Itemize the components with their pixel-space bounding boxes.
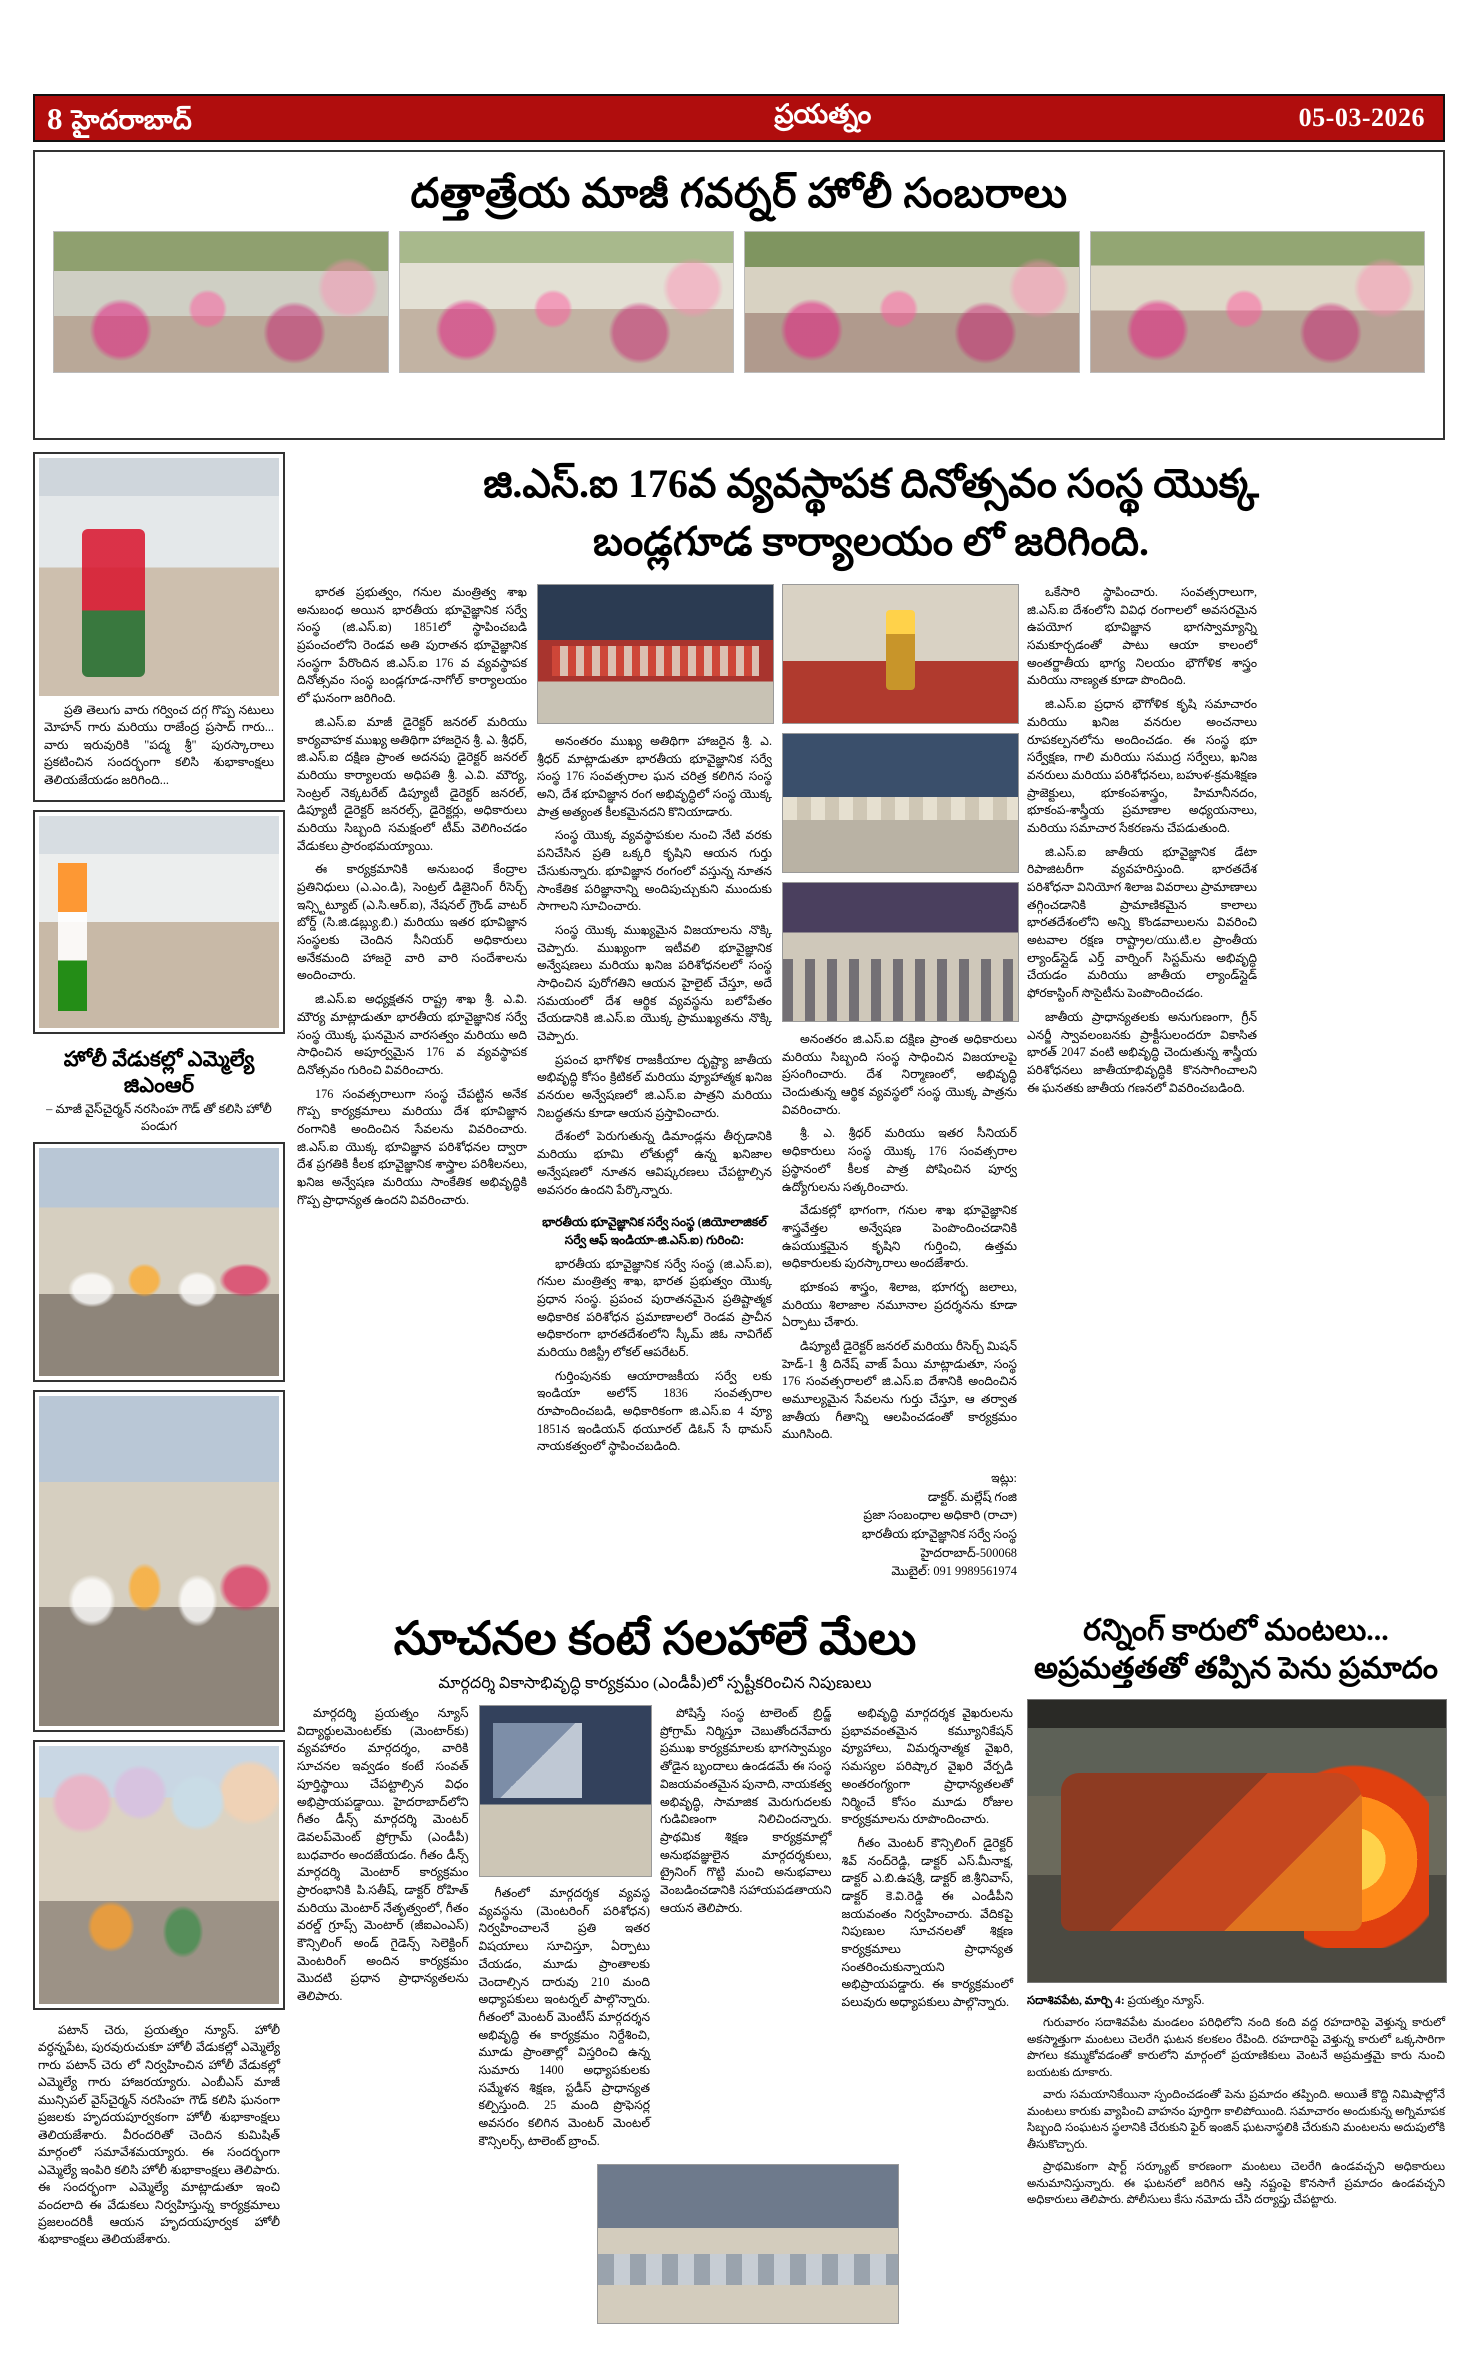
signature-salutation: ఇట్లు: bbox=[991, 1471, 1017, 1486]
car-fire-article bbox=[1027, 1612, 1445, 2214]
gsi-c3-p5: డిప్యూటీ డైరెక్టర్ జనరల్ మరియు రీసెర్చ్ మిషన్ హెడ్-1 శ్రీ దినేష్ వాజ్ పేయి మాట్లాడుతూ, సంస్థ 176 సంవత్సరాలలో జి.ఎస్.ఐ దేశానికి అందించిన అమూల్యమైన సేవలను గుర్తు చేస్తూ, ఆ తర్వాత జాతీయ గీతాన్ని ఆలపించడంతో కార్యక్రమం ముగిసింది. bbox=[782, 1339, 1017, 1442]
bouquet-photo-frame bbox=[33, 452, 285, 802]
mdp-headline: సూచనల కంటే సలహాలే మేలు bbox=[393, 1613, 917, 1664]
holi-photo-2 bbox=[399, 231, 735, 373]
car-fire-dateline: సదాశివపేట, మార్చి 4: bbox=[1027, 1994, 1125, 2007]
gsi-about-block bbox=[537, 1214, 772, 1462]
masthead bbox=[33, 94, 1445, 142]
gsi-headline-line2: బండ్లగూడ కార్యాలయం లో జరిగింది. bbox=[592, 519, 1150, 564]
car-fire-p1: గురువారం సదాశివపేట మండలం పరిధిలోని నంది కంది వద్ద రహదారిపై వెళ్తున్న కారులో అకస్మాత్తుగా మంటలు చెలరేగి ఘటన కలకలం రేపింది. రహదారిపై వెళ్తున్న కారులో ఒక్కసారిగా పొగలు కమ్ముకోవడంతో కారులోని మార్గంలో ప్రయాణికులు వెంటనే అప్రమత్తమై కారు నుంచి బయటకు దూకారు. bbox=[1027, 2016, 1445, 2079]
page-number: 8 bbox=[47, 100, 63, 136]
mdp-column-2 bbox=[479, 1705, 651, 2156]
gsi-c3-p2: శ్రీ. ఎ. శ్రీధర్ మరియు ఇతర సీనియర్ అధికారులు సంస్థ యొక్క 176 సంవత్సరాల ప్రస్థానంలో కీలక పాత్ర పోషించిన పూర్వ ఉద్యోగులను సత్కరించారు. bbox=[782, 1126, 1017, 1194]
felicitation-photo bbox=[39, 816, 279, 1028]
mdp-audience-photo-wrap bbox=[597, 2164, 897, 2324]
mdp-subtitle: మార్గదర్శి వికాసాభివృద్ధి కార్యక్రమం (ఎండీపీ)లో స్పష్టీకరించిన నిపుణులు bbox=[438, 1675, 872, 1693]
holi-photo-3 bbox=[744, 231, 1080, 373]
mdp-columns bbox=[297, 1705, 1013, 2156]
gsi-c1-p1: భారత ప్రభుత్వం, గనుల మంత్రిత్వ శాఖ అనుబంధ అయిన భారతీయ భూవైజ్ఞానిక సర్వే సంస్థ (జి.ఎస్.ఐ) 1851లో స్థాపించబడి ప్రపంచంలోని రెండవ అతి పురాతన భూవైజ్ఞానిక సంస్థగా పేరొందిన జి.ఎస్.ఐ 176 వ వ్యవస్థాపక దినోత్సవం సంస్థ బండ్లగూడ-నాగోల్ కార్యాలయం లో ఘనంగా జరిగింది. bbox=[297, 585, 527, 706]
gsi-c1-p2: జి.ఎస్.ఐ మాజీ డైరెక్టర్ జనరల్ మరియు కార్యవాహక ముఖ్య అతిథిగా హాజరైన శ్రీ. ఎ. శ్రీధర్, జి.ఎస్.ఐ దక్షిణ ప్రాంత అదనపు డైరెక్టర్ జనరల్ మరియు కార్యాలయ అధిపతి శ్రీ. ఎ.వి. మౌర్య, సెంట్రల్ నెక్కటరేట్ డిప్యూటీ డైరెక్టర్ జనరల్, డిప్యూటీ డైరెక్టర్ జనరల్స్, డైరెక్టర్లు, అధికారులు మరియు సిబ్బంది సమక్షంలో టీమ్ వెలిగించడం వేడుకలు ప్రారంభమయ్యాయి. bbox=[297, 714, 527, 853]
gsi-about-p1: భారతీయ భూవైజ్ఞానిక సర్వే సంస్థ (జి.ఎస్.ఐ), గనుల మంత్రిత్వ శాఖ, భారత ప్రభుత్వం యొక్క ప్రధాన సంస్థ. ప్రపంచ పురాతనమైన ప్రతిష్టాత్మక అధికారిక పరిశోధన ప్రమాణాలలో రెండవ ప్రాచీన అధికారంగా భారతదేశంలోని స్కీమ్ జిఓ నావిగేట్ మరియు రిజిస్ట్రీ లోకల్ ఆపరేటర్. bbox=[537, 1256, 772, 1359]
gsi-c2-p1: అనంతరం ముఖ్య అతిథిగా హాజరైన శ్రీ. ఎ. శ్రీధర్ మాట్లాడుతూ భారతీయ భూవైజ్ఞానిక సర్వే సంస్థ 176 సంవత్సరాల ఘన చరిత్ర కలిగిన సంస్థ అని, దేశ భూవిజ్ఞాన రంగ అభివృద్ధిలో సంస్థ యొక్క పాత్ర అత్యంత కీలకమైనదని కొనియాడారు. bbox=[537, 734, 772, 819]
signature-city-pin: హైదరాబాద్-500068 bbox=[920, 1545, 1017, 1560]
car-fire-headline-line2: అప్రమత్తతతో తప్పిన పెను ప్రమాదం bbox=[1034, 1651, 1438, 1685]
mdp-article bbox=[297, 1612, 1013, 2324]
signature-organization: భారతీయ భూవైజ్ఞానిక సర్వే సంస్థ bbox=[861, 1526, 1017, 1541]
gsi-about-p2: గుర్తింపునకు ఆయారాజకీయ సర్వే లకు ఇండియా అలోన్ 1836 సంవత్సరాల రూపాందించబడి, అధికారికంగా జి.ఎస్.ఐ 4 వ్యూ 1851న ఇండియన్ థయూరల్ డిఓన్ సే థామస్ నాయకత్వంలో స్థాపించబడింది. bbox=[537, 1368, 772, 1454]
gsi-photo-column-left bbox=[537, 584, 772, 1462]
mdp-speaker-photo bbox=[479, 1705, 653, 1877]
mdp-c4-p1: అభివృద్ధి మార్గదర్శక వైఖరులను ప్రభావవంతమైన కమ్యూనికేషన్ వ్యూహాలు, విమర్శనాత్మక వైఖరి, సమస్యల పరిష్కార వైఖరి వేర్పడి అంతరంగ్యంగా ప్రాధాన్యతలతో నిర్మించే కోసం మూడు రోజుల కార్యక్రమాలను రూపొందించారు. bbox=[841, 1706, 1013, 1827]
left-rail bbox=[33, 452, 285, 2256]
gsi-c2-p3: సంస్థ యొక్క ముఖ్యమైన విజయాలను నొక్కి చెప్పారు. ముఖ్యంగా ఇటీవలి భూవైజ్ఞానిక అన్వేషణలు మరియు ఖనిజ పరిశోధనలలో సంస్థ సాధించిన పురోగతిని ఆయన హైలైట్ చేస్తూ, అదే సమయంలో దేశ ఆర్థిక వ్యవస్థను బలోపేతం చేయడానికి జి.ఎస్.ఐ యొక్క ప్రాముఖ్యతను నొక్కి చెప్పారు. bbox=[537, 922, 772, 1043]
felicitation-photo-frame bbox=[33, 810, 285, 1034]
publication-date: 05-03-2026 bbox=[1298, 103, 1425, 132]
gsi-c4-p2: జి.ఎస్.ఐ ప్రధాన భౌగోళిక కృషి సమాచారం మరియు ఖనిజ వనరుల అంచనాలు రూపకల్పనలోను అందించడం. ఈ సంస్థ భూ సర్వేక్షణ, గాలి మరియు సముద్ర సర్వేలు, ఖనిజ వనరులు మరియు పరిశోధనలు, బహుళ-క్రమశిక్షణ ప్రాజెక్టులు, భూకంపశాస్త్రం, హిమానీనదం, భూకంప-శాస్త్రీయ ప్రమాణాల అధ్యయనాలు, మరియు సమాచార సేకరణను చేపడుతుంది. bbox=[1027, 697, 1257, 835]
mdp-c4-p2: గీతం మెంటర్ కౌన్సిలింగ్ డైరెక్టర్ శివ్ నంద్‌రెడ్డి, డాక్టర్ ఎస్.మీనాక్ష, డాక్టర్ ఎ.బి.ఉషశ్రీ, డాక్టర్ జి.శ్రీనివాస్, డాక్టర్ కె.వి.రెడ్డి ఈ ఎండీపీని జయవంతం నిర్వహించారు. వేదికపై నిపుణుల సూచనలతో శిక్షణ కార్యక్రమాలు ప్రాధాన్యత సంతరించుకున్నాయని అభిప్రాయపడ్డారు. ఈ కార్యక్రమంలో పలువురు అధ్యాపకులు పాల్గొన్నారు. bbox=[841, 1835, 1013, 2010]
burning-car-photo bbox=[1027, 1699, 1447, 1983]
car-fire-body bbox=[1027, 1993, 1445, 2208]
holi-photo-1 bbox=[53, 231, 389, 373]
gsi-column-3 bbox=[782, 1031, 1017, 1450]
holi-mla-subtitle: – మాజీ వైస్‌చైర్మన్ నరసింహ గౌడ్ తో కలిసి హోలీ పండుగ bbox=[46, 1102, 272, 1133]
holi-street-photo bbox=[39, 1148, 279, 1376]
mdp-column-3 bbox=[660, 1705, 832, 2156]
gsi-body bbox=[297, 584, 1445, 1581]
gsi-c4-p3: జి.ఎస్.ఐ జాతీయ భూవైజ్ఞానిక డేటా రిపాజిటరీగా వ్యవహరిస్తుంది. భారతదేశ పరిశోధనా వినియోగ శిలాజ వివరాలు ప్రామాణాలు తగ్గించడానికి ప్రామాణికమైన కాలాలు భారతదేశంలోని అన్ని కొండవాలులను వివరించి అటవాల రక్షణ రాష్ట్రాల/యు.టి.ల ప్రాంతీయ ల్యాండ్‌స్లైడ్ ఎర్త్ వార్నింగ్ సిస్టమ్‌ను అభివృద్ధి చేయడం మరియు జాతీయ ల్యాండ్‌స్లైడ్ ఫోరకాస్టింగ్ సొసైటీను పెంపొందించడం. bbox=[1027, 844, 1257, 1001]
signature-name: డాక్టర్. మల్లేష్ గంజి bbox=[927, 1489, 1017, 1504]
holi-group-photo-frame bbox=[33, 1390, 285, 1732]
holi-feature-box bbox=[33, 150, 1445, 440]
gsi-c4-p1: ఒకేసారి స్థాపించారు. సంవత్సరాలుగా, జి.ఎస్.ఐ దేశంలోని వివిధ రంగాలలో అవసరమైన ఉపయోగ భూవిజ్ఞాన భాగస్వామ్యాన్ని సమకూర్చడంతో పాటు ఆయా కాలంలో అంతర్జాతీయ భాగ్య నిలయం భౌగోళిక శాస్త్రం మరియు నాణ్యత కూడా పొందింది. bbox=[1027, 585, 1257, 688]
paper-name: ప్రయత్నం bbox=[774, 99, 872, 129]
mdp-column-4 bbox=[842, 1705, 1014, 2156]
holi-photo-strip bbox=[35, 219, 1443, 373]
mdp-c3-p1: పోషిస్తే సంస్థ టాలెంట్ బ్రిడ్జ్ ప్రోగ్రామ్ నిర్మిస్తూ చెబుతోందనేవారు ప్రముఖ కార్యక్రమాలకు భాగస్వామ్యం తోడైన బృందాలు ఉండడమే ఈ సంస్థ విజయవంతమైన పునాది, నాయకత్వ అభివృద్ధి, సామాజిక మెరుగుదలకు గుడివిణంగా నిలిచిందన్నారు. ప్రాథమిక శిక్షణ కార్యక్రమాల్లో అనుభవజ్ఞులైన మార్గదర్శకులు, ట్రైనింగ్ గొట్టి మంచి అనుభవాలు వెంబడించడానికి సహాయపడతాయని ఆయన తెలిపారు. bbox=[660, 1706, 832, 1915]
gsi-about-heading: భారతీయ భూవైజ్ఞానిక సర్వే సంస్థ (జియోలాజికల్ సర్వే ఆఫ్ ఇండియా-జి.ఎస్.ఐ) గురించి: bbox=[542, 1215, 767, 1247]
gsi-stage-photo bbox=[537, 584, 774, 724]
gsi-c1-p3: ఈ కార్యక్రమానికి అనుబంధ కేంద్రాల ప్రతినిధులు (ఎ.ఎం.డి), సెంట్రల్ డిజైనింగ్ రీసెర్చ్ ఇన్స్టిట్యూట్ (ఎ.సి.ఆర్.ఐ), నేషనల్ గ్రౌండ్ వాటర్ బోర్డ్ (సి.జి.డబ్ల్యు.బి.) మరియు ఇతర భూవిజ్ఞాన సంస్థలకు చెందిన సీనియర్ అధికారులు అనేకమంది హాజరై వారి వారి సందేశాలను అందించారు. bbox=[297, 862, 527, 983]
gsi-signature-block bbox=[782, 1469, 1017, 1581]
gsi-column-1 bbox=[297, 584, 527, 1215]
car-fire-p3: ప్రాథమికంగా షార్ట్ సర్క్యూట్ కారణంగా మంటలు చెలరేగి ఉండవచ్చని అధికారులు అనుమానిస్తున్నారు. ఈ ఘటనలో జరిగిన ఆస్తి నష్టంపై కొనసాగే ప్రమాదం ఉండవచ్చని అధికారులు తెలిపారు. పోలీసులు కేసు నమోదు చేసి దర్యాప్తు చేపట్టారు. bbox=[1027, 2160, 1445, 2206]
gsi-c4-p4: జాతీయ ప్రాధాన్యతలకు అనుగుణంగా, గ్రీన్ ఎనర్జీ స్వావలంబనకు ప్రాక్టీసులందరూ వికాసిత భారత్ 2047 వంటి అభివృద్ధి చెందుతున్న శాస్త్రీయ పరిశోధనలు జాతీయాభివృద్ధికి కొనసాగించాలని ఈ ఘనతకు జాతీయ గణనలో వివరించబడింది. bbox=[1027, 1009, 1257, 1095]
car-fire-p2: వారు సమయానికేయినా స్పందించడంతో పెను ప్రమాదం తప్పింది. అయితే కొద్ది నిమిషాల్లోనే మంటలు కారుకు వ్యాపించి వాహనం పూర్తిగా కాలిపోయింది. సమాచారం అందుకున్న అగ్నిమాపక సిబ్బంది సంఘటన స్థలానికి చేరుకుని ఫైర్ ఇంజిన్ ఘటనాస్థలికి చేరుకుని మంటలను అదుపులోకి తీసుకొచ్చారు. bbox=[1027, 2088, 1445, 2151]
umbrella-festival-photo bbox=[39, 1746, 279, 2004]
gsi-c1-p4: జి.ఎస్.ఐ అధ్యక్షతన రాష్ట్ర శాఖ శ్రీ. ఎ.వి. మౌర్య మాట్లాడుతూ భారతీయ భూవైజ్ఞానిక సర్వే సంస్థ యొక్క ఘనమైన వారసత్వం మరియు అది సాధించిన అపూర్వమైన 176 వ వ్యవస్థాపక దినోత్సవం గురించి వివరించారు. bbox=[297, 992, 527, 1077]
holi-headline: దత్తాత్రేయ మాజీ గవర్నర్ హోలీ సంబరాలు bbox=[410, 170, 1068, 216]
gsi-c2-p2: సంస్థ యొక్క వ్యవస్థాపకుల నుంచి నేటి వరకు పనిచేసిన ప్రతి ఒక్కరి కృషిని ఆయన గుర్తు చేసుకున్నారు. భూవిజ్ఞాన రంగంలో వస్తున్న నూతన సాంకేతిక పరిజ్ఞానాన్ని అందిపుచ్చుకుని ముందుకు సాగాలని సూచించారు. bbox=[537, 828, 772, 914]
umbrella-photo-frame bbox=[33, 1740, 285, 2010]
edition-city: హైదరాబాద్ bbox=[71, 104, 192, 135]
holi-group-photo bbox=[39, 1396, 279, 1726]
gsi-c3-p1: అనంతరం జి.ఎస్.ఐ దక్షిణ ప్రాంత అధికారులు మరియు సిబ్బంది సంస్థ సాధించిన విజయాలపై ప్రసంగించారు. దేశ నిర్మాణంలో, అభివృద్ధి చెందుతున్న ఆర్థిక వ్యవస్థలో సంస్థ యొక్క పాత్రను వివరించారు. bbox=[782, 1032, 1017, 1117]
gsi-column-2 bbox=[537, 733, 772, 1205]
bouquet-photo-caption: ప్రతి తెలుగు వారు గర్వించ దగ్గ గొప్ప నటులు మోహన్ గారు మరియు రాజేంద్ర ప్రసాద్ గారు... వారు ఇరువురికి "పద్మ శ్రీ" పురస్కారాలు ప్రకటించిన సందర్భంగా కలిసి శుభాకాంక్షలు తెలియజేయడం జరిగింది... bbox=[44, 703, 274, 787]
gsi-c2-p5: దేశంలో పెరుగుతున్న డిమాండ్లను తీర్చడానికి మరియు భూమి లోతుల్లో ఉన్న ఖనిజాల అన్వేషణలో నూతన ఆవిష్కరణలు చేపట్టాల్సిన అవసరం ఉందని పేర్కొన్నారు. bbox=[537, 1129, 772, 1197]
gsi-photo-column-right bbox=[782, 584, 1017, 1581]
gsi-c3-p4: భూకంప శాస్త్రం, శిలాజ, భూగర్భ జలాలు, మరియు శిలాజాల నమూనాల ప్రదర్శనను కూడా ఏర్పాటు చేశారు. bbox=[782, 1279, 1017, 1330]
holi-photo-4 bbox=[1090, 231, 1426, 373]
signature-designation: ప్రజా సంబంధాల అధికారి (రాచా) bbox=[863, 1508, 1017, 1523]
holi-street-photo-frame bbox=[33, 1142, 285, 1382]
gsi-c2-p4: ప్రపంచ భాగోళిక రాజకీయాల దృష్ట్యా జాతీయ అభివృద్ధి కోసం క్రిటికల్ మరియు వ్యూహాత్మక ఖనిజ వనరుల అన్వేషణలో జి.ఎస్.ఐ పాత్రని మరియు నిబద్ధతను కూడా ఆయన ప్రస్తావించారు. bbox=[537, 1052, 772, 1120]
gsi-article bbox=[297, 452, 1445, 1581]
gsi-column-4 bbox=[1027, 584, 1257, 1103]
car-fire-headline-line1: రన్నింగ్ కారులో మంటలు... bbox=[1083, 1614, 1389, 1647]
holi-mla-headline: హోలీ వేడుకల్లో ఎమ్మెల్యే జిఎంఆర్ bbox=[63, 1047, 255, 1097]
gsi-c1-p5: 176 సంవత్సరాలుగా సంస్థ చేపట్టిన అనేక గొప్ప కార్యక్రమాలు మరియు దేశ భూవిజ్ఞాన రంగానికి అందించిన సేవలను వివరించారు. జి.ఎస్.ఐ యొక్క భూవిజ్ఞాన పరిశోధనల ద్వారా దేశ ప్రగతికి కీలక భూవైజ్ఞానిక శాస్త్రాల పరిశీలనలు, ఖనిజ అన్వేషణ మరియు సాంకేతిక అభివృద్ధికి గొప్ప ప్రాధాన్యత ఉందని వివరించారు. bbox=[297, 1086, 527, 1207]
car-fire-source: ప్రయత్నం న్యూస్. bbox=[1127, 1994, 1205, 2007]
gsi-c3-p3: వేడుకల్లో భాగంగా, గనుల శాఖ భూవైజ్ఞానిక శాస్త్రవేత్తల అన్వేషణ పెంపొందించడానికి ఉపయుక్తమైన కృషిని గుర్తించి, ఉత్తమ అధికారులకు పురస్కారాలు అందజేశారు. bbox=[782, 1203, 1017, 1271]
masthead-left bbox=[35, 100, 347, 136]
bouquet-photo bbox=[39, 458, 279, 696]
gsi-lamp-photo bbox=[782, 584, 1019, 724]
signature-mobile: మొబైల్: 091 9989561974 bbox=[891, 1564, 1017, 1579]
left-rail-bottom-caption: పటాన్ చెరు, ప్రయత్నం న్యూస్. హోలీ వర్ధన్నపేట, పురవురుచుకూ హోలీ వేడుకల్లో ఎమ్మెల్యే గారు పటాన్ చెరు లో నిర్వహించిన హోలీ వేడుకల్లో ఎమ్మెల్యే గారు హాజరయ్యారు. ఎంబీఎస్ మాజీ మున్సిపల్ వైస్‌చైర్మన్ నరసింహ గౌడ్ కలిసి ఘనంగా ప్రజలకు హృదయపూర్వకంగా హోలీ శుభాకాంక్షలు తెలియజేశారు. వీరందరితో చెందిన కుమిషిత్ మార్గంలో సమావేశమయ్యారు. ఈ సందర్భంగా ఎమ్మెల్యే ఇంపిరి కలిసి హోలీ శుభాకాంక్షలు తెలిపారు. ఈ సందర్భంగా ఎమ్మెల్యే మాట్లాడుతూ ఇంచి వందలాది ఈ వేడుకలు నిర్వహిస్తున్న కార్యక్రమాలు ప్రజలందరికీ ఆయన హృదయపూర్వక హోలీ శుభాకాంక్షలు తెలియజేశారు. bbox=[38, 2022, 280, 2247]
gsi-headline-line1: జి.ఎస్.ఐ 176వ వ్యవస్థాపక దినోత్సవం సంస్థ యొక్క bbox=[483, 461, 1259, 506]
mdp-c1-p1: మార్గదర్శి ప్రయత్నం న్యూస్ విద్యార్థులమెంటల్‌కు (మెంటార్‌కు) వ్యవహారం మార్గదర్శం, వారికి సూచనల ఇవ్వడం కంటే సంవత్ పూర్తిస్థాయి చేపట్టాల్సిన విధం అభిప్రాయపడ్డాయి. హైదరాబాద్‌లోని గీతం డీన్స్ మార్గదర్శి మెంటర్ డెవలప్‌మెంట్ ప్రోగ్రామ్ (ఎండీపీ) బుధవారం అందజేయడం. గీతం డీన్స్ మార్గదర్శి మెంటార్ కార్యక్రమం ప్రారంభానికి పి.సతీష్, డాక్టర్ రోహిత్ మరియు మెంటార్ నేతృత్వంలో, గీతం వరల్డ్ గ్రూప్స్ మెంటార్ (జీఐఎంఎస్) కౌన్సిలింగ్ అండ్ గైడెన్స్ సెలెక్టింగ్ మెంటరింగ్ అందిన కార్యక్రమం మొదటి ప్రధాన ప్రాధాన్యతలను తెలిపారు. bbox=[297, 1706, 469, 2004]
gsi-dais-photo bbox=[782, 733, 1019, 873]
mdp-column-1 bbox=[297, 1705, 469, 2156]
mdp-audience-photo bbox=[597, 2164, 899, 2324]
gsi-felicitation-photo bbox=[782, 882, 1019, 1022]
mdp-c2-p1: గీతంలో మార్గదర్శక వ్యవస్థ వ్యవస్థను (మెంటరింగ్ పరిశోధన) నిర్వహించాలనే ప్రతి ఇతర విషయాలు సూచిస్తూ, ఏర్పాటు చేయడం, మూడు ప్రాంతాలకు చెందాల్సిన దారువు 210 మంది అధ్యాపకులు ఇంటర్నల్ పాల్గొన్నారు. గీతంలో మెంటర్ మెంటీస్ మార్గదర్శన అభివృద్ధి ఈ కార్యక్రమం నిర్దేశించి, మూడు ప్రాంతాల్లో విస్తరించి ఉన్న సుమారు 1400 అధ్యాపకులకు సమ్మేళన శిక్షణ, స్టడీస్ ప్రాధాన్యత కల్పిస్తుంది. 25 మంది ప్రొఫెసర్ల అవసరం కలిగిన మెంటర్ మెంటల్ కౌన్సిలర్స్, టాలెంట్ బ్రాంచ్. bbox=[478, 1886, 650, 2148]
